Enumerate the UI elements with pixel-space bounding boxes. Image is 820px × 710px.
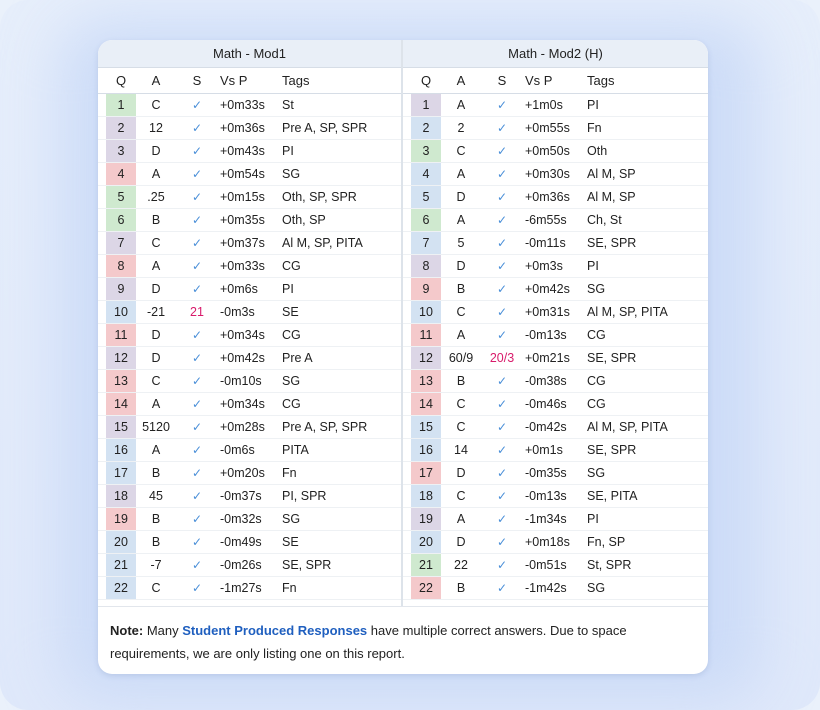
table-row — [98, 393, 401, 416]
question-number: 21 — [106, 554, 136, 576]
check-icon: ✓ — [191, 236, 203, 250]
table-row — [403, 232, 708, 255]
table-row — [403, 416, 708, 439]
answer-cell: B — [151, 535, 161, 549]
check-icon: ✓ — [496, 213, 508, 227]
question-number: 19 — [106, 508, 136, 530]
table-row — [98, 370, 401, 393]
check-icon: ✓ — [496, 236, 508, 250]
table-row — [403, 439, 708, 462]
table-row — [98, 255, 401, 278]
time-vs-pace-cell: +0m3s — [525, 259, 563, 273]
question-number: 20 — [106, 531, 136, 553]
time-vs-pace-cell: +0m18s — [525, 535, 570, 549]
table-header — [403, 68, 708, 94]
table-row — [98, 462, 401, 485]
answer-cell: A — [456, 167, 466, 181]
answer-cell: B — [151, 466, 161, 480]
time-vs-pace-cell: +0m54s — [220, 167, 265, 181]
time-vs-pace-cell: +0m6s — [220, 282, 258, 296]
question-number: 8 — [411, 255, 441, 277]
table-row — [98, 278, 401, 301]
table-row — [403, 301, 708, 324]
question-number: 15 — [106, 416, 136, 438]
question-number: 1 — [411, 94, 441, 116]
question-number: 12 — [106, 347, 136, 369]
table-row — [403, 554, 708, 577]
table-row — [98, 163, 401, 186]
question-number: 7 — [411, 232, 441, 254]
table-row — [98, 531, 401, 554]
table-row — [403, 324, 708, 347]
answer-cell: B — [151, 512, 161, 526]
answer-cell: 45 — [149, 489, 163, 503]
time-vs-pace-cell: -0m6s — [220, 443, 255, 457]
time-vs-pace-cell: +0m34s — [220, 397, 265, 411]
check-icon: ✓ — [496, 420, 508, 434]
question-number: 6 — [411, 209, 441, 231]
tags-cell: SG — [282, 374, 301, 388]
question-number: 9 — [106, 278, 136, 300]
time-vs-pace-cell: -0m32s — [220, 512, 262, 526]
time-vs-pace-cell: -0m35s — [525, 466, 567, 480]
answer-cell: D — [151, 144, 161, 158]
tags-cell: CG — [282, 259, 301, 273]
tags-cell: SG — [282, 512, 301, 526]
module-title: Math - Mod1 — [98, 40, 401, 68]
note-text-pre: Many — [143, 623, 183, 638]
time-vs-pace-cell: -1m34s — [525, 512, 567, 526]
time-vs-pace-cell: +1m0s — [525, 98, 563, 112]
time-vs-pace-cell: +0m43s — [220, 144, 265, 158]
answer-cell: C — [456, 420, 466, 434]
tags-cell: PI — [587, 512, 599, 526]
header-tags: Tags — [587, 73, 615, 88]
table-row — [403, 140, 708, 163]
student-produced-responses-link[interactable]: Student Produced Responses — [182, 623, 368, 638]
time-vs-pace-cell: -0m42s — [525, 420, 567, 434]
time-vs-pace-cell: -0m26s — [220, 558, 262, 572]
answer-cell: B — [456, 581, 466, 595]
tags-cell: SG — [282, 167, 301, 181]
table-row — [98, 232, 401, 255]
table-row — [98, 347, 401, 370]
tags-cell: SE — [282, 305, 299, 319]
question-number: 19 — [411, 508, 441, 530]
header-q: Q — [115, 73, 127, 88]
answer-cell: C — [456, 489, 466, 503]
check-icon: ✓ — [191, 489, 203, 503]
table-row — [98, 209, 401, 232]
tags-cell: Al M, SP, PITA — [282, 236, 363, 250]
tags-cell: SE, SPR — [282, 558, 332, 572]
question-number: 11 — [411, 324, 441, 346]
time-vs-pace-cell: -0m10s — [220, 374, 262, 388]
table-row — [98, 324, 401, 347]
tags-cell: Oth — [587, 144, 608, 158]
answer-cell: D — [456, 466, 466, 480]
question-number: 4 — [411, 163, 441, 185]
table-row — [98, 186, 401, 209]
tags-cell: SE, SPR — [587, 236, 637, 250]
table-row — [98, 554, 401, 577]
answer-cell: D — [456, 535, 466, 549]
answer-cell: C — [151, 236, 161, 250]
table-row — [98, 508, 401, 531]
answer-cell: .25 — [147, 190, 165, 204]
check-icon: ✓ — [191, 535, 203, 549]
answer-cell: A — [456, 98, 466, 112]
check-icon: ✓ — [496, 259, 508, 273]
table-row — [403, 94, 708, 117]
table-row — [403, 531, 708, 554]
tags-cell: Fn — [282, 466, 297, 480]
answer-cell: 5120 — [142, 420, 170, 434]
time-vs-pace-cell: -6m55s — [525, 213, 567, 227]
time-vs-pace-cell: -0m13s — [525, 489, 567, 503]
tags-cell: SG — [587, 466, 606, 480]
answer-cell: A — [151, 397, 161, 411]
question-number: 8 — [106, 255, 136, 277]
student-answer-cell: 20/3 — [489, 351, 515, 365]
check-icon: ✓ — [191, 98, 203, 112]
question-number: 2 — [411, 117, 441, 139]
check-icon: ✓ — [496, 98, 508, 112]
check-icon: ✓ — [496, 443, 508, 457]
check-icon: ✓ — [496, 558, 508, 572]
question-number: 4 — [106, 163, 136, 185]
answer-cell: B — [456, 374, 466, 388]
answer-cell: C — [151, 581, 161, 595]
note-text-post: have multiple correct answers. Due to space requirements, we are only listing one on this report. — [110, 623, 627, 661]
answer-cell: B — [151, 213, 161, 227]
question-number: 5 — [106, 186, 136, 208]
tags-cell: Al M, SP, PITA — [587, 305, 668, 319]
header-vsp: Vs P — [220, 73, 248, 88]
module-panel-1 — [98, 40, 403, 606]
tags-cell: SG — [587, 581, 606, 595]
tags-cell: SE, PITA — [587, 489, 638, 503]
tags-cell: CG — [282, 328, 301, 342]
time-vs-pace-cell: +0m33s — [220, 98, 265, 112]
question-rows — [98, 94, 401, 600]
answer-cell: C — [456, 397, 466, 411]
time-vs-pace-cell: -0m38s — [525, 374, 567, 388]
time-vs-pace-cell: -1m42s — [525, 581, 567, 595]
answer-cell: B — [456, 282, 466, 296]
table-row — [403, 462, 708, 485]
check-icon: ✓ — [496, 328, 508, 342]
module-panels — [98, 40, 708, 606]
question-number: 21 — [411, 554, 441, 576]
time-vs-pace-cell: +0m36s — [525, 190, 570, 204]
header-a: A — [456, 73, 466, 88]
table-row — [403, 508, 708, 531]
check-icon: ✓ — [191, 443, 203, 457]
question-number: 5 — [411, 186, 441, 208]
question-number: 15 — [411, 416, 441, 438]
question-number: 18 — [411, 485, 441, 507]
answer-cell: A — [456, 213, 466, 227]
tags-cell: Al M, SP — [587, 167, 636, 181]
answer-cell: D — [151, 282, 161, 296]
answer-cell: C — [151, 98, 161, 112]
answer-cell: 2 — [457, 121, 465, 135]
time-vs-pace-cell: +0m15s — [220, 190, 265, 204]
check-icon: ✓ — [496, 397, 508, 411]
tags-cell: PI — [282, 282, 294, 296]
check-icon: ✓ — [496, 121, 508, 135]
tags-cell: St — [282, 98, 294, 112]
table-row — [403, 186, 708, 209]
answer-cell: -7 — [150, 558, 162, 572]
check-icon: ✓ — [191, 581, 203, 595]
time-vs-pace-cell: +0m28s — [220, 420, 265, 434]
time-vs-pace-cell: +0m20s — [220, 466, 265, 480]
check-icon: ✓ — [191, 512, 203, 526]
check-icon: ✓ — [496, 489, 508, 503]
answer-cell: C — [456, 144, 466, 158]
question-number: 13 — [411, 370, 441, 392]
check-icon: ✓ — [496, 305, 508, 319]
tags-cell: Al M, SP — [587, 190, 636, 204]
table-header — [98, 68, 401, 94]
question-number: 14 — [106, 393, 136, 415]
table-row — [403, 209, 708, 232]
check-icon: ✓ — [496, 374, 508, 388]
time-vs-pace-cell: +0m30s — [525, 167, 570, 181]
time-vs-pace-cell: -0m46s — [525, 397, 567, 411]
check-icon: ✓ — [191, 259, 203, 273]
check-icon: ✓ — [191, 397, 203, 411]
table-row — [98, 485, 401, 508]
question-number: 7 — [106, 232, 136, 254]
tags-cell: Fn — [282, 581, 297, 595]
tags-cell: Fn, SP — [587, 535, 626, 549]
time-vs-pace-cell: +0m34s — [220, 328, 265, 342]
check-icon: ✓ — [191, 374, 203, 388]
check-icon: ✓ — [191, 144, 203, 158]
check-icon: ✓ — [191, 121, 203, 135]
question-number: 11 — [106, 324, 136, 346]
question-number: 2 — [106, 117, 136, 139]
check-icon: ✓ — [496, 144, 508, 158]
tags-cell: Pre A — [282, 351, 313, 365]
table-row — [98, 117, 401, 140]
tags-cell: CG — [587, 328, 606, 342]
answer-cell: C — [456, 305, 466, 319]
question-number: 17 — [411, 462, 441, 484]
table-row — [98, 140, 401, 163]
tags-cell: SE, SPR — [587, 443, 637, 457]
table-row — [403, 347, 708, 370]
time-vs-pace-cell: +0m37s — [220, 236, 265, 250]
answer-cell: D — [151, 351, 161, 365]
table-row — [403, 485, 708, 508]
time-vs-pace-cell: -0m13s — [525, 328, 567, 342]
question-number: 17 — [106, 462, 136, 484]
note-label: Note: — [110, 623, 144, 638]
time-vs-pace-cell: +0m42s — [525, 282, 570, 296]
answer-cell: D — [151, 328, 161, 342]
question-number: 16 — [411, 439, 441, 461]
answer-cell: D — [456, 190, 466, 204]
time-vs-pace-cell: +0m31s — [525, 305, 570, 319]
tags-cell: Oth, SP, SPR — [282, 190, 357, 204]
check-icon: ✓ — [191, 466, 203, 480]
check-icon: ✓ — [496, 466, 508, 480]
check-icon: ✓ — [191, 351, 203, 365]
report-note — [98, 606, 708, 674]
question-number: 6 — [106, 209, 136, 231]
time-vs-pace-cell: -0m11s — [525, 236, 566, 250]
check-icon: ✓ — [496, 581, 508, 595]
module-panel-2 — [403, 40, 708, 606]
time-vs-pace-cell: +0m33s — [220, 259, 265, 273]
time-vs-pace-cell: +0m55s — [525, 121, 570, 135]
tags-cell: CG — [587, 397, 606, 411]
table-row — [403, 163, 708, 186]
time-vs-pace-cell: +0m36s — [220, 121, 265, 135]
tags-cell: CG — [587, 374, 606, 388]
header-s: S — [497, 73, 507, 88]
question-number: 9 — [411, 278, 441, 300]
time-vs-pace-cell: +0m50s — [525, 144, 570, 158]
check-icon: ✓ — [496, 190, 508, 204]
answer-cell: 22 — [454, 558, 468, 572]
answer-cell: A — [456, 328, 466, 342]
question-number: 3 — [411, 140, 441, 162]
tags-cell: SE — [282, 535, 299, 549]
tags-cell: SE, SPR — [587, 351, 637, 365]
answer-cell: A — [456, 512, 466, 526]
table-row — [98, 416, 401, 439]
table-row — [98, 439, 401, 462]
time-vs-pace-cell: -0m37s — [220, 489, 262, 503]
table-row — [403, 393, 708, 416]
time-vs-pace-cell: +0m21s — [525, 351, 570, 365]
tags-cell: PITA — [282, 443, 309, 457]
check-icon: ✓ — [191, 282, 203, 296]
check-icon: ✓ — [496, 512, 508, 526]
header-s: S — [192, 73, 202, 88]
header-a: A — [151, 73, 161, 88]
header-vsp: Vs P — [525, 73, 553, 88]
question-rows — [403, 94, 708, 600]
question-number: 10 — [106, 301, 136, 323]
check-icon: ✓ — [191, 167, 203, 181]
time-vs-pace-cell: -1m27s — [220, 581, 262, 595]
table-row — [98, 577, 401, 600]
module-title: Math - Mod2 (H) — [403, 40, 708, 68]
check-icon: ✓ — [496, 167, 508, 181]
tags-cell: Pre A, SP, SPR — [282, 121, 368, 135]
table-row — [403, 278, 708, 301]
answer-cell: 60/9 — [448, 351, 474, 365]
question-number: 22 — [106, 577, 136, 599]
tags-cell: Al M, SP, PITA — [587, 420, 668, 434]
table-row — [98, 94, 401, 117]
tags-cell: PI, SPR — [282, 489, 327, 503]
answer-cell: A — [151, 443, 161, 457]
question-number: 1 — [106, 94, 136, 116]
table-row — [403, 577, 708, 600]
tags-cell: CG — [282, 397, 301, 411]
tags-cell: Fn — [587, 121, 602, 135]
question-number: 14 — [411, 393, 441, 415]
check-icon: ✓ — [191, 420, 203, 434]
tags-cell: PI — [587, 259, 599, 273]
time-vs-pace-cell: +0m35s — [220, 213, 265, 227]
answer-cell: A — [151, 259, 161, 273]
answer-cell: C — [151, 374, 161, 388]
student-answer-cell: 21 — [190, 305, 204, 319]
header-q: Q — [420, 73, 432, 88]
time-vs-pace-cell: -0m3s — [220, 305, 255, 319]
tags-cell: Ch, St — [587, 213, 622, 227]
answer-cell: 14 — [454, 443, 468, 457]
table-row — [403, 117, 708, 140]
time-vs-pace-cell: +0m1s — [525, 443, 563, 457]
question-number: 20 — [411, 531, 441, 553]
question-number: 18 — [106, 485, 136, 507]
tags-cell: Oth, SP — [282, 213, 326, 227]
question-number: 12 — [411, 347, 441, 369]
question-number: 10 — [411, 301, 441, 323]
table-row — [403, 370, 708, 393]
answer-cell: D — [456, 259, 466, 273]
time-vs-pace-cell: +0m42s — [220, 351, 265, 365]
tags-cell: Pre A, SP, SPR — [282, 420, 368, 434]
check-icon: ✓ — [496, 535, 508, 549]
tags-cell: PI — [587, 98, 599, 112]
check-icon: ✓ — [496, 282, 508, 296]
score-report-card — [98, 40, 708, 674]
table-row — [403, 255, 708, 278]
table-row — [98, 301, 401, 324]
tags-cell: SG — [587, 282, 606, 296]
check-icon: ✓ — [191, 328, 203, 342]
tags-cell: St, SPR — [587, 558, 632, 572]
time-vs-pace-cell: -0m51s — [525, 558, 567, 572]
check-icon: ✓ — [191, 213, 203, 227]
question-number: 13 — [106, 370, 136, 392]
answer-cell: 5 — [457, 236, 465, 250]
header-tags: Tags — [282, 73, 310, 88]
answer-cell: A — [151, 167, 161, 181]
check-icon: ✓ — [191, 558, 203, 572]
question-number: 16 — [106, 439, 136, 461]
check-icon: ✓ — [191, 190, 203, 204]
question-number: 3 — [106, 140, 136, 162]
answer-cell: -21 — [146, 305, 166, 319]
answer-cell: 12 — [149, 121, 163, 135]
time-vs-pace-cell: -0m49s — [220, 535, 262, 549]
question-number: 22 — [411, 577, 441, 599]
tags-cell: PI — [282, 144, 294, 158]
